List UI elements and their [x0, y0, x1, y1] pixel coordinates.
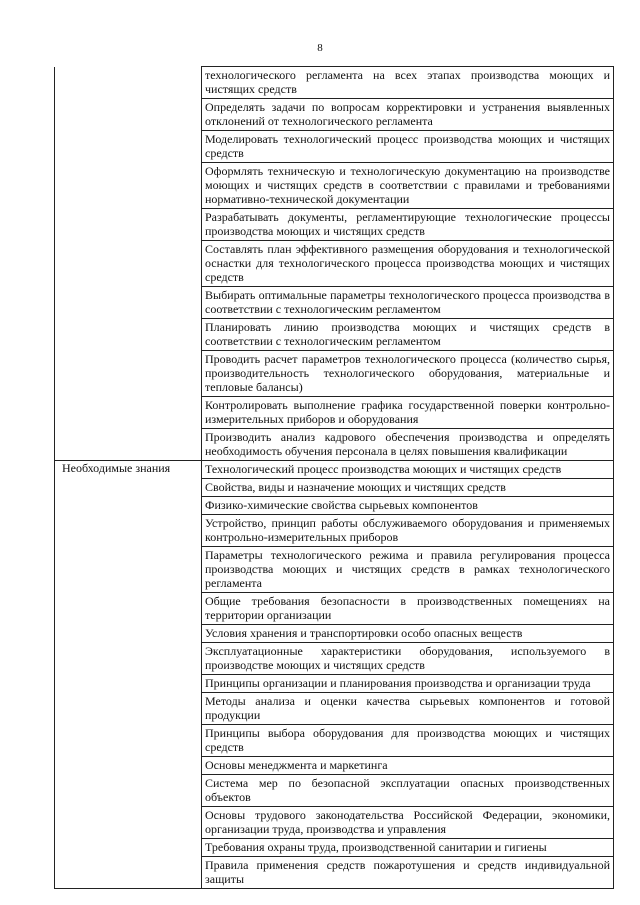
section-label-cell: [55, 67, 202, 461]
requirement-item: Общие требования безопасности в производственных помещениях на территории организации: [202, 593, 614, 625]
requirement-item: Эксплуатационные характеристики оборудования, используемого в производстве моющих и чистящих средств: [202, 643, 614, 675]
requirement-item: Правила применения средств пожаротушения и средств индивидуальной защиты: [202, 857, 614, 889]
requirement-item: Основы трудового законодательства Российской Федерации, экономики, организации труда, производства и управления: [202, 807, 614, 839]
table-body: [55, 67, 614, 889]
requirement-item: Оформлять техническую и технологическую документацию на производстве моющих и чистящих средств в соответствии с правилами и требованиями нормативно-технической документации: [202, 163, 614, 209]
requirement-item: Система мер по безопасной эксплуатации опасных производственных объектов: [202, 775, 614, 807]
requirement-item: Требования охраны труда, производственной санитарии и гигиены: [202, 839, 614, 857]
table-row: [55, 67, 614, 99]
requirement-item: Принципы организации и планирования производства и организации труда: [202, 675, 614, 693]
page-number: 8: [317, 42, 323, 54]
requirement-item: Разрабатывать документы, регламентирующие технологические процессы производства моющих и чистящих средств: [202, 209, 614, 241]
section-label: Необходимые знания: [62, 461, 171, 475]
requirement-item: Свойства, виды и назначение моющих и чистящих средств: [202, 479, 614, 497]
requirement-item: Планировать линию производства моющих и чистящих средств в соответствии с технологическим регламентом: [202, 319, 614, 351]
requirement-item: Производить анализ кадрового обеспечения производства и определять необходимость обучения персонала в целях повышения квалификации: [202, 429, 614, 461]
requirement-item: Параметры технологического режима и правила регулирования процесса производства моющих и чистящих средств в рамках технологического регламента: [202, 547, 614, 593]
requirement-item: Основы менеджмента и маркетинга: [202, 757, 614, 775]
requirement-item: Технологический процесс производства моющих и чистящих средств: [202, 461, 614, 479]
requirement-item: Выбирать оптимальные параметры технологического процесса производства в соответствии с технологическим регламентом: [202, 287, 614, 319]
section-label-cell: [55, 461, 202, 889]
table-row: [55, 461, 614, 479]
requirement-item: Методы анализа и оценки качества сырьевых компонентов и готовой продукции: [202, 693, 614, 725]
requirement-item: Моделировать технологический процесс производства моющих и чистящих средств: [202, 131, 614, 163]
requirement-item: Устройство, принцип работы обслуживаемого оборудования и применяемых контрольно-измерительных приборов: [202, 515, 614, 547]
requirement-item: Условия хранения и транспортировки особо опасных веществ: [202, 625, 614, 643]
requirement-item: Принципы выбора оборудования для производства моющих и чистящих средств: [202, 725, 614, 757]
requirement-item: Физико-химические свойства сырьевых компонентов: [202, 497, 614, 515]
requirement-item: Определять задачи по вопросам корректировки и устранения выявленных отклонений от технологического регламента: [202, 99, 614, 131]
requirement-item: Проводить расчет параметров технологического процесса (количество сырья, производительность технологического оборудования, материальные и тепловые балансы): [202, 351, 614, 397]
competency-table: [54, 66, 614, 889]
requirement-item: технологического регламента на всех этапах производства моющих и чистящих средств: [202, 67, 614, 99]
requirement-item: Составлять план эффективного размещения оборудования и технологической оснастки для технологического процесса производства моющих и чистящих средств: [202, 241, 614, 287]
requirement-item: Контролировать выполнение графика государственной поверки контрольно-измерительных приборов и оборудования: [202, 397, 614, 429]
